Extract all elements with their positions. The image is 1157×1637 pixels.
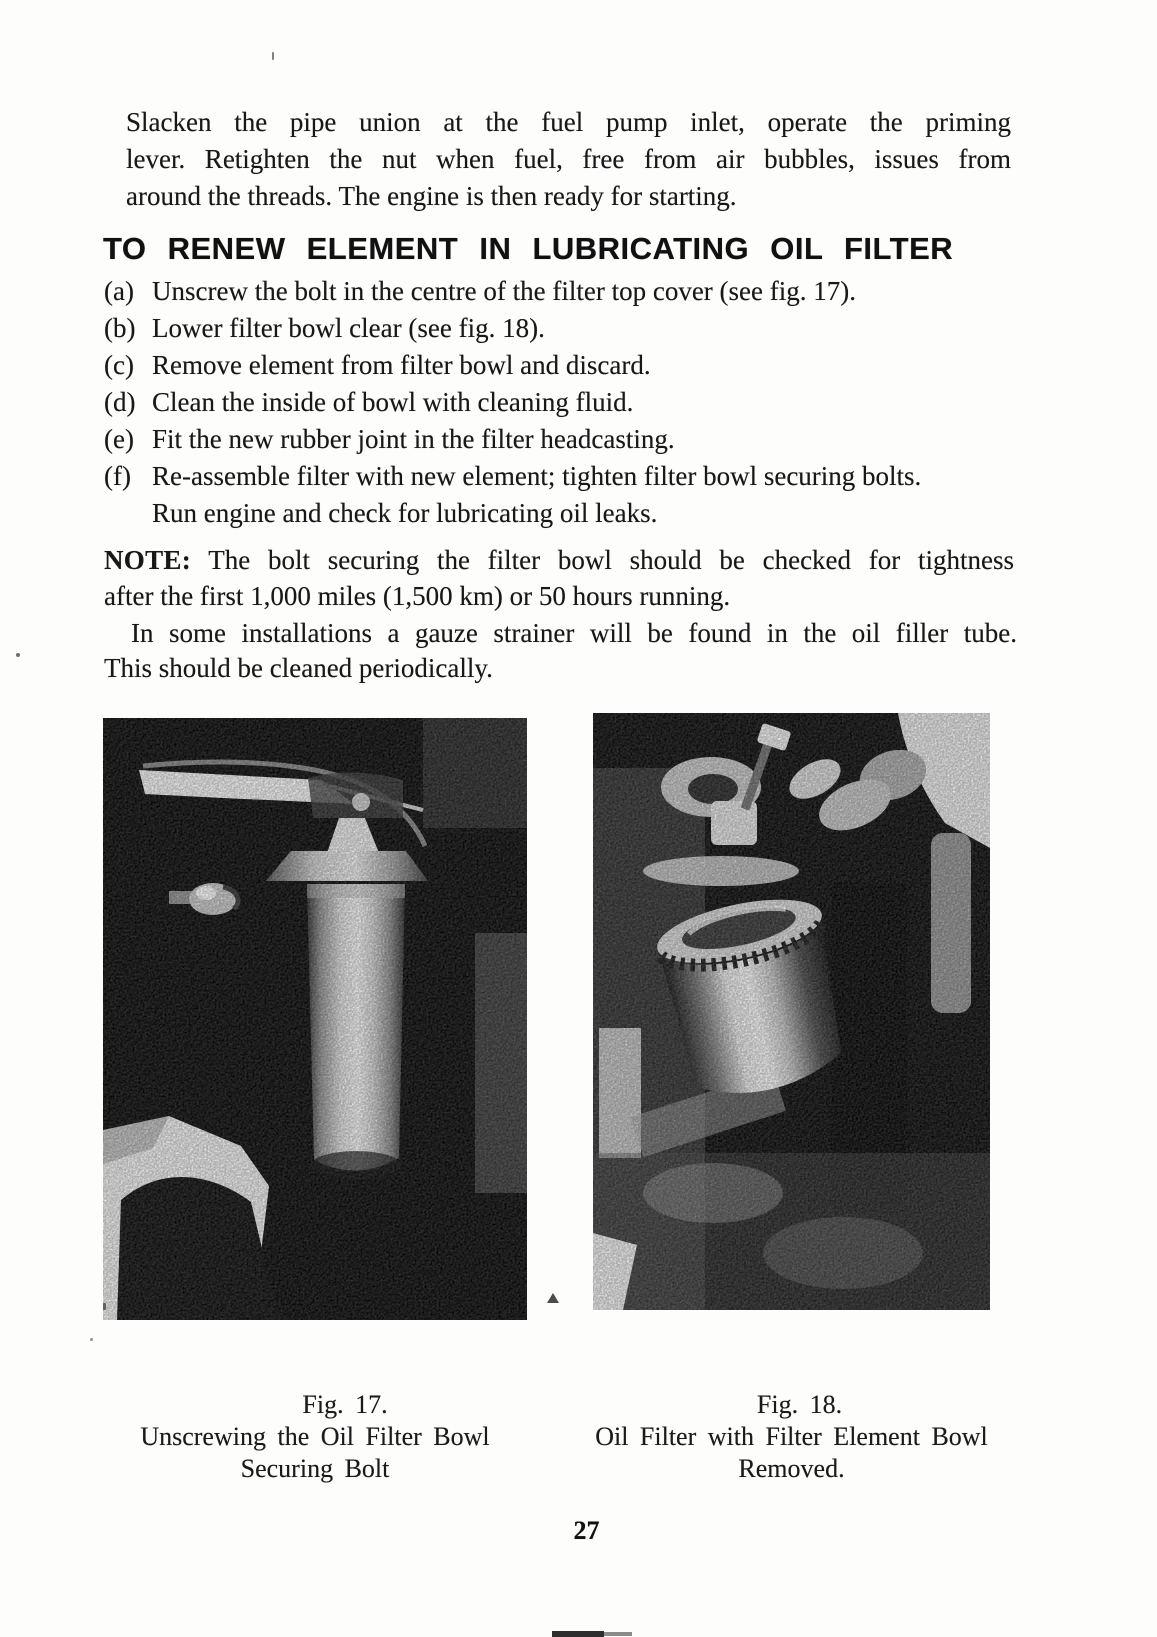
step-label: (d) [104,387,136,417]
intro-line: Slacken the pipe union at the fuel pump inlet, operate the priming [126,107,1011,137]
step-item-f [104,458,1029,532]
step-text [152,458,1029,532]
intro-paragraph [126,104,1011,215]
step-item-d [104,384,1029,421]
scan-smudge [552,1631,604,1637]
note-label: NOTE: [104,545,192,575]
addendum-paragraph [104,616,1017,686]
scan-speck [90,1338,93,1341]
intro-line: around the threads. The engine is then ready for starting. [126,181,737,211]
step-item-e [104,421,1029,458]
step-text: Clean the inside of bowl with cleaning fluid. [152,387,634,417]
step-label: (e) [104,424,134,454]
step-label: (c) [104,350,134,380]
step-item-b [104,310,1029,347]
note-text: The bolt securing the filter bowl should be checked for tightness [208,545,1014,575]
step-text-line: Run engine and check for lubricating oil leaks. [152,498,658,528]
scan-speck [16,653,20,657]
addendum-line: This should be cleaned periodically. [104,653,493,683]
figure-18-caption [593,1389,990,1485]
step-text-line: Re-assemble filter with new element; tighten filter bowl securing bolts. [152,461,922,491]
note-paragraph [104,542,1014,614]
scan-speck [547,1293,559,1303]
addendum-line: In some installations a gauze strainer will be found in the oil filler tube. [131,618,1017,648]
step-item-c [104,347,1029,384]
figure-caption-line: Securing Bolt [240,1454,390,1483]
note-line: after the first 1,000 miles (1,500 km) or 50 hours running. [104,581,731,611]
scan-speck [103,1303,106,1310]
figure-label: Fig. 17. [302,1390,388,1419]
step-item-a [104,273,1029,310]
scan-speck [272,52,274,60]
figure-caption-line: Oil Filter with Filter Element Bowl [595,1422,988,1451]
step-text: Remove element from filter bowl and discard. [152,350,651,380]
step-label: (b) [104,313,136,343]
scan-smudge [604,1632,632,1636]
intro-line: lever. Retighten the nut when fuel, free from air bubbles, issues from [126,144,1011,174]
figure-caption-line: Unscrewing the Oil Filter Bowl [140,1422,490,1451]
note-line [104,542,1014,578]
figure-18-photo [593,713,990,1310]
page-number: 27 [573,1516,600,1545]
figure-label: Fig. 18. [756,1390,843,1419]
step-label: (f) [104,461,131,491]
figure-17-caption [103,1389,527,1485]
step-label: (a) [104,276,134,306]
figure-caption-line: Removed. [738,1454,845,1483]
figure-17-photo [103,718,527,1320]
step-text: Fit the new rubber joint in the filter headcasting. [152,424,675,454]
section-heading: TO RENEW ELEMENT IN LUBRICATING OIL FILTER [103,231,954,266]
steps-list [104,273,1029,532]
step-text: Unscrew the bolt in the centre of the filter top cover (see fig. 17). [152,276,856,306]
step-text: Lower filter bowl clear (see fig. 18). [152,313,545,343]
